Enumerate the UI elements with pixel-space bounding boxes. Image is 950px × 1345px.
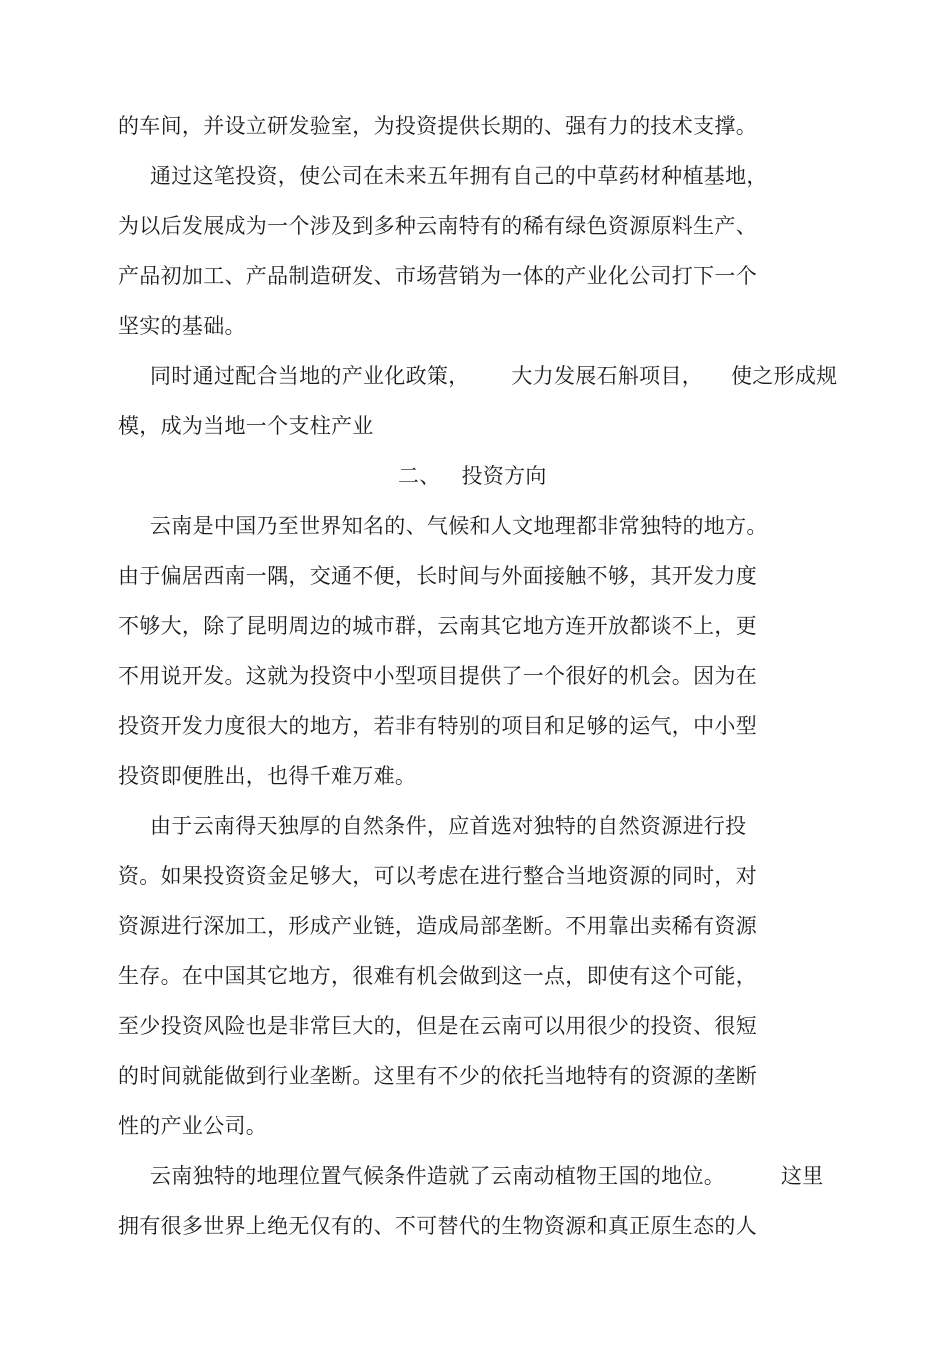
text-line: 不够大，除了昆明周边的城市群，云南其它地方连开放都谈不上，更 <box>118 614 757 638</box>
paragraph-start-line: 同时通过配合当地的产业化政策， 大力发展石斛项目， 使之形成规 <box>150 364 838 388</box>
text-line: 为以后发展成为一个涉及到多种云南特有的稀有绿色资源原料生产、 <box>118 214 757 238</box>
text-line: 至少投资风险也是非常巨大的，但是在云南可以用很少的投资、很短 <box>118 1014 757 1038</box>
text-line: 生存。在中国其它地方，很难有机会做到这一点，即使有这个可能， <box>118 964 757 988</box>
paragraph-start-line: 云南独特的地理位置气候条件造就了云南动植物王国的地位。 这里 <box>150 1164 824 1188</box>
text-line: 拥有很多世界上绝无仅有的、不可替代的生物资源和真正原生态的人 <box>118 1214 757 1238</box>
section-heading: 二、 投资方向 <box>398 464 547 488</box>
paragraph-start-line: 云南是中国乃至世界知名的、气候和人文地理都非常独特的地方。 <box>150 514 768 538</box>
text-line: 的时间就能做到行业垄断。这里有不少的依托当地特有的资源的垄断 <box>118 1064 757 1088</box>
text-line: 资。如果投资资金足够大，可以考虑在进行整合当地资源的同时，对 <box>118 864 757 888</box>
text-line: 产品初加工、产品制造研发、市场营销为一体的产业化公司打下一个 <box>118 264 757 288</box>
text-line: 资源进行深加工，形成产业链，造成局部垄断。不用靠出卖稀有资源 <box>118 914 757 938</box>
text-line: 的车间，并设立研发验室，为投资提供长期的、强有力的技术支撑。 <box>118 114 757 138</box>
text-line: 模，成为当地一个支柱产业 <box>118 414 374 438</box>
paragraph-start-line: 通过这笔投资，使公司在未来五年拥有自己的中草药材种植基地， <box>150 164 768 188</box>
text-line: 由于偏居西南一隅，交通不便，长时间与外面接触不够，其开发力度 <box>118 564 757 588</box>
text-line: 投资开发力度很大的地方，若非有特别的项目和足够的运气，中小型 <box>118 714 757 738</box>
text-line: 投资即便胜出，也得千难万难。 <box>118 764 417 788</box>
text-line: 坚实的基础。 <box>118 314 246 338</box>
text-line: 不用说开发。这就为投资中小型项目提供了一个很好的机会。因为在 <box>118 664 757 688</box>
text-line: 性的产业公司。 <box>118 1114 268 1138</box>
paragraph-start-line: 由于云南得天独厚的自然条件，应首选对独特的自然资源进行投 <box>150 814 747 838</box>
